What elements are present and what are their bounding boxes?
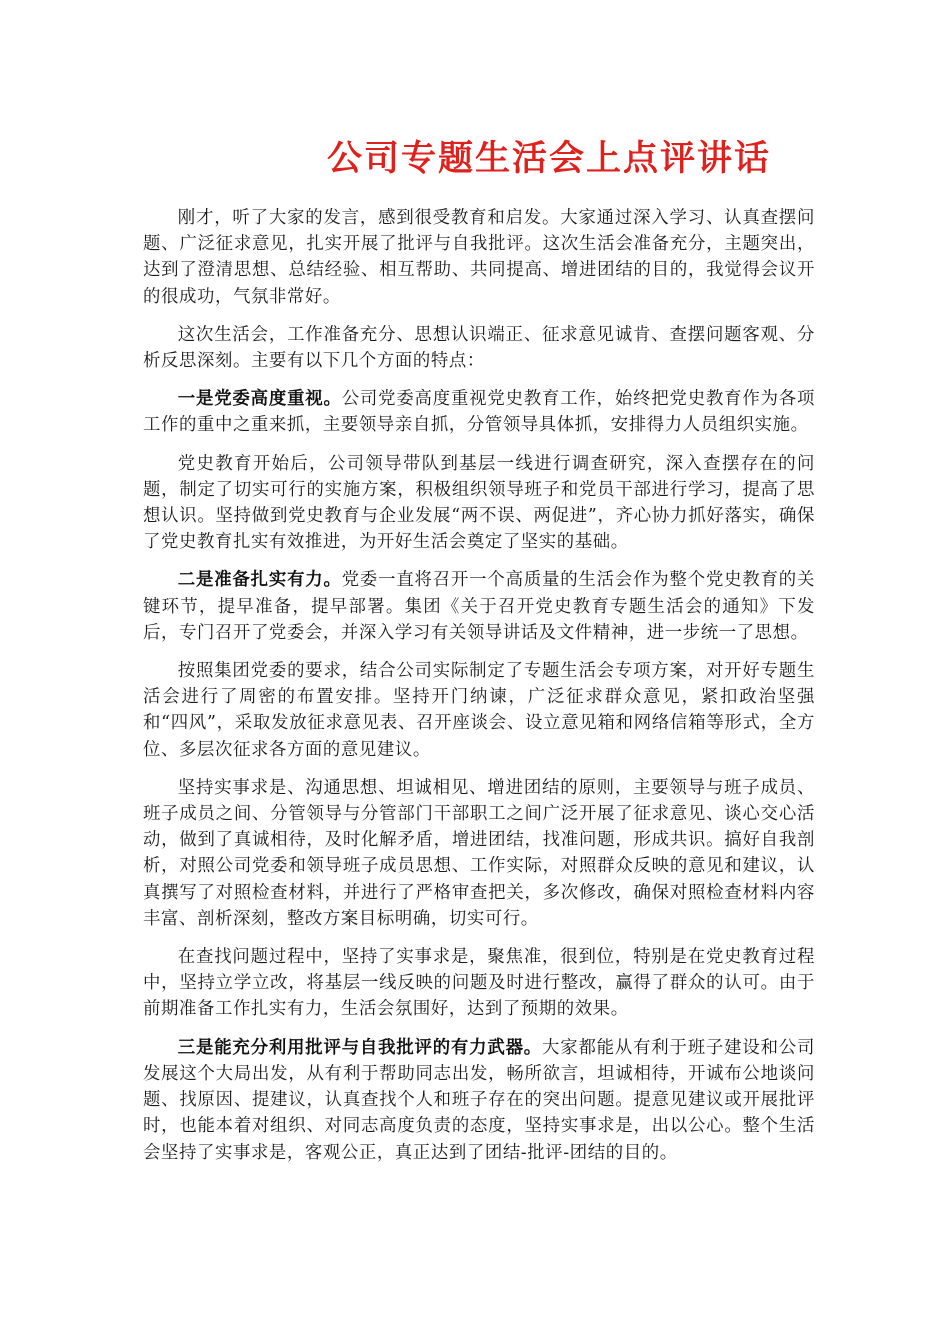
paragraph-3-text: 公司党委高度重视党史教育工作，始终把党史教育作为各项工作的重中之重来抓，主要领导亲自抓，分管领导具体抓，安排得力人员组织实施。 [143, 389, 815, 436]
paragraph-6 [143, 658, 815, 763]
paragraph-4-text: 党史教育开始后，公司领导带队到基层一线进行调查研究，深入查摆存在的问题，制定了切实可行的实施方案，积极组织领导班子和党员干部进行学习，提高了思想认识。坚持做到党史教育与企业发展“两不误、两促进”，齐心协力抓好落实，确保了党史教育扎实有效推进，为开好生活会奠定了坚实的基础。 [143, 453, 815, 553]
paragraph-4 [143, 451, 815, 556]
paragraph-6-text: 按照集团党委的要求，结合公司实际制定了专题生活会专项方案，对开好专题生活会进行了周密的布置安排。坚持开门纳谏，广泛征求群众意见，紧扣政治坚强和“四风”，采取发放征求意见表、召开座谈会、设立意见箱和网络信箱等形式，全方位、多层次征求各方面的意见建议。 [143, 661, 815, 760]
document-page [143, 133, 815, 1178]
paragraph-7 [143, 775, 815, 932]
paragraph-7-text: 坚持实事求是、沟通思想、坦诚相见、增进团结的原则，主要领导与班子成员、班子成员之间、分管领导与分管部门干部职工之间广泛开展了征求意见、谈心交心活动，做到了真诚相待，及时化解矛盾，增进团结，找准问题，形成共识。搞好自我剖析，对照公司党委和领导班子成员思想、工作实际，对照群众反映的意见和建议，认真撰写了对照检查材料，并进行了严格审查把关，多次修改，确保对照检查材料内容丰富、剖析深刻，整改方案目标明确，切实可行。 [143, 777, 815, 929]
paragraph-9 [143, 1035, 815, 1166]
paragraph-1-text: 刚才，听了大家的发言，感到很受教育和启发。大家通过深入学习、认真查摆问题、广泛征求意见，扎实开展了批评与自我批评。这次生活会准备充分，主题突出，达到了澄清思想、总结经验、相互帮助、共同提高、增进团结的目的，我觉得会议开的很成功，气氛非常好。 [143, 208, 815, 307]
paragraph-5-text: 党委一直将召开一个高质量的生活会作为整个党史教育的关键环节，提早准备，提早部署。集团《关于召开党史教育专题生活会的通知》下发后，专门召开了党委会，并深入学习有关领导讲话及文件精神，进一步统一了思想。 [143, 570, 815, 643]
paragraph-5 [143, 567, 815, 646]
paragraph-8 [143, 944, 815, 1023]
paragraph-5-lead: 二是准备扎实有力。 [177, 570, 342, 591]
paragraph-9-text: 大家都能从有利于班子建设和公司发展这个大局出发，从有利于帮助同志出发，畅所欲言，坦诚相待，开诚布公地谈问题、找原因、提建议，认真查找个人和班子存在的突出问题。提意见建议或开展批评时，也能本着对组织、对同志高度负责的态度，坚持实事求是，出以公心。整个生活会坚持了实事求是，客观公正，真正达到了团结-批评-团结的目的。 [143, 1037, 815, 1163]
paragraph-3 [143, 386, 815, 438]
paragraph-8-text: 在查找问题过程中，坚持了实事求是，聚焦准，很到位，特别是在党史教育过程中，坚持立学立改，将基层一线反映的问题及时进行整改，赢得了群众的认可。由于前期准备工作扎实有力，生活会氛围好，达到了预期的效果。 [143, 947, 815, 1020]
paragraph-9-lead: 三是能充分利用批评与自我批评的有力武器。 [177, 1037, 543, 1058]
paragraph-2-text: 这次生活会，工作准备充分、思想认识端正、征求意见诚肯、查摆问题客观、分析反思深刻。主要有以下几个方面的特点： [143, 324, 815, 372]
document-title: 公司专题生活会上点评讲话 [326, 138, 771, 179]
paragraph-3-lead: 一是党委高度重视。 [177, 389, 342, 410]
paragraph-1 [143, 205, 815, 310]
paragraph-2 [143, 322, 815, 374]
